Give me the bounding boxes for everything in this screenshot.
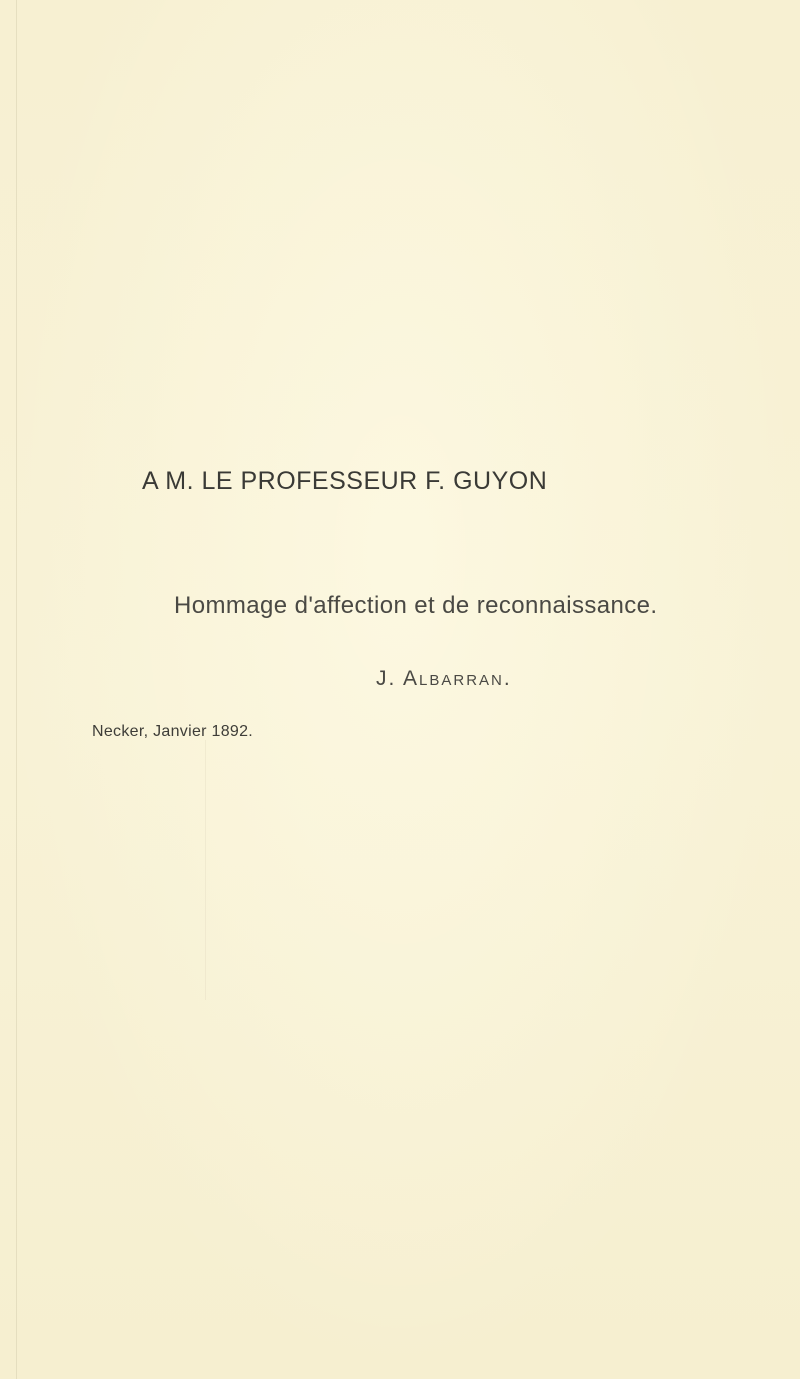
paper-fold-mark [16,0,17,1379]
homage-line: Hommage d'affection et de reconnaissance. [174,592,658,619]
author-signature: J. Albarran. [376,667,512,690]
paper-fold-mark [205,740,206,1000]
place-date-line: Necker, Janvier 1892. [92,723,254,740]
dedication-heading: A M. LE PROFESSEUR F. GUYON [142,467,548,495]
